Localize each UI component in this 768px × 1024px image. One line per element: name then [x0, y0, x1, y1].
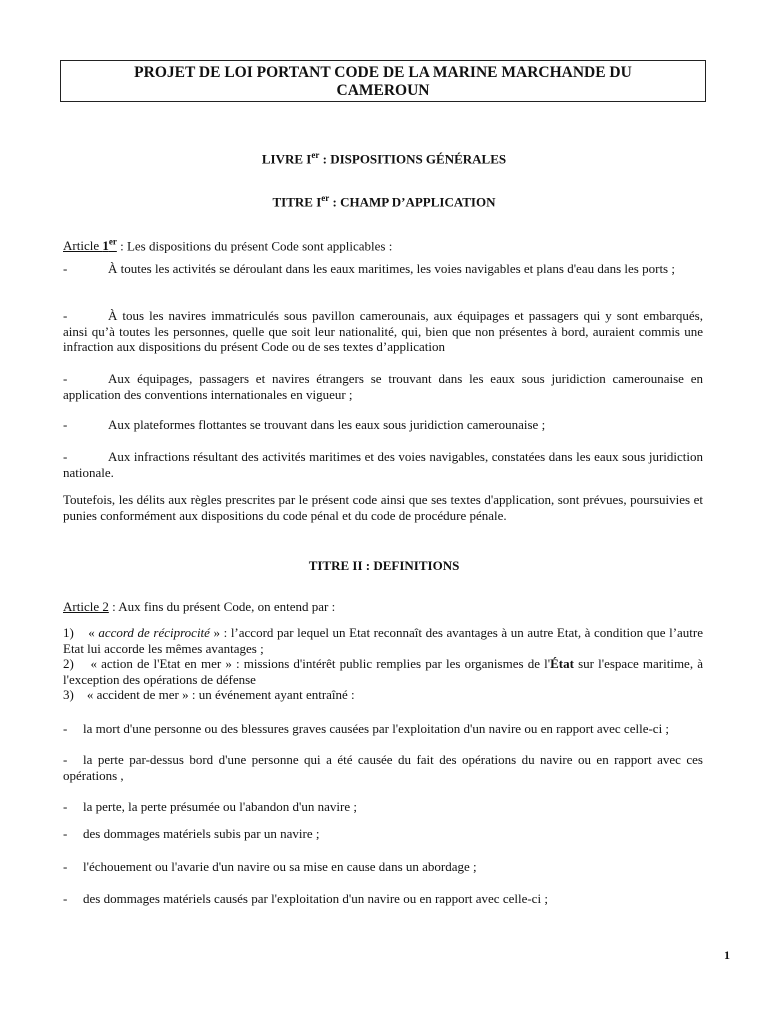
list-item: - Aux équipages, passagers et navires étrangers se trouvant dans les eaux sous juridiction camerounaise en application des conventions internationales en vigueur ;: [63, 371, 703, 402]
list-item: - À toutes les activités se déroulant dans les eaux maritimes, les voies navigables et plans d'eau dans les ports ;: [63, 261, 675, 276]
article-2-label: Article 2: [63, 599, 109, 614]
list-item: - l'échouement ou l'avarie d'un navire ou sa mise en cause dans un abordage ;: [63, 859, 477, 874]
titre-1-heading: TITRE Ier : CHAMP D’APPLICATION: [272, 193, 496, 210]
list-item: - la perte, la perte présumée ou l'abandon d'un navire ;: [63, 799, 357, 814]
list-item: - la perte par-dessus bord d'une personne qui a été causée du fait des opérations du navire ou en rapport avec ces opérations ,: [63, 752, 703, 783]
article-2-intro: Article 2 : Aux fins du présent Code, on entend par :: [63, 599, 336, 614]
list-item: - des dommages matériels causés par l'exploitation d'un navire ou en rapport avec celle-ci ;: [63, 891, 548, 906]
article-1-label: Article 1er: [63, 237, 117, 254]
title-line-1: PROJET DE LOI PORTANT CODE DE LA MARINE MARCHANDE DU: [134, 64, 632, 81]
document-title: [60, 60, 706, 102]
article-1-closing: Toutefois, les délits aux règles prescrites par le présent code ainsi que ses textes d'application, sont prévues, poursuivies et punies conformément aux dispositions du code pénal et du code de procédure pénale.: [63, 492, 703, 523]
list-item: - À tous les navires immatriculés sous pavillon camerounais, aux équipages et passagers qui y sont embarqués, ainsi qu’à toutes les personnes, quelle que soit leur nationalité, qui, bien que non présentes à bord, auraient commis une infraction aux dispositions du présent Code ou de ses textes d’application: [63, 308, 703, 354]
page-number: 1: [724, 948, 730, 962]
livre-heading: LIVRE Ier : DISPOSITIONS GÉNÉRALES: [261, 150, 507, 167]
title-line-2: CAMEROUN: [336, 82, 430, 99]
list-item: - la mort d'une personne ou des blessures graves causées par l'exploitation d'un navire ou en rapport avec celle-ci ;: [63, 721, 670, 736]
definition-1: 1) « accord de réciprocité » : l’accord par lequel un Etat reconnaît des avantages à un autre Etat, à condition que l’autre Etat lui accorde les mêmes avantages ;: [63, 625, 704, 656]
article-1-intro: Article 1er : Les dispositions du présent Code sont applicables :: [63, 237, 393, 254]
titre-2-heading: TITRE II : DEFINITIONS: [308, 558, 460, 573]
list-item: - Aux plateformes flottantes se trouvant dans les eaux sous juridiction camerounaise ;: [63, 417, 546, 432]
definition-3: 3) « accident de mer » : un événement ayant entraîné :: [63, 687, 355, 702]
list-item: - Aux infractions résultant des activités maritimes et des voies navigables, constatées dans les eaux sous juridiction nationale.: [63, 449, 703, 480]
list-item: - des dommages matériels subis par un navire ;: [63, 826, 320, 841]
definition-2: 2) « action de l'Etat en mer » : missions d'intérêt public remplies par les organismes de l'État sur l'espace maritime, à l'exception des opérations de défense: [63, 656, 703, 687]
